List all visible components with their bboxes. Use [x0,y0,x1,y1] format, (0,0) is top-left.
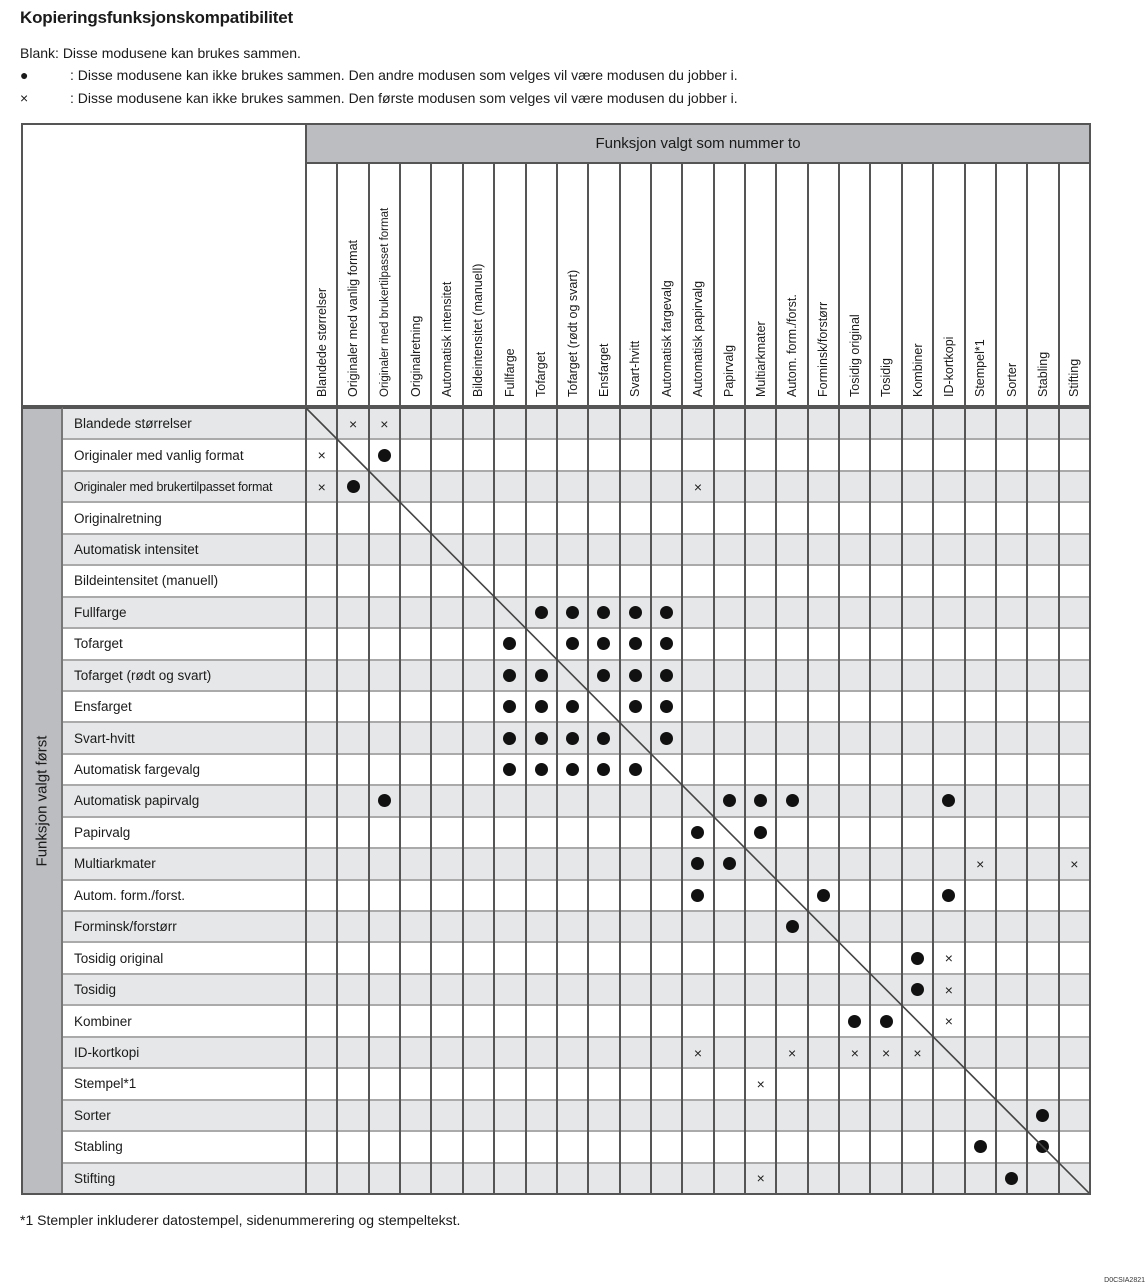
column-header [807,164,838,407]
column-label: Originalretning [408,315,423,397]
row-label: Tofarget [74,636,123,652]
column-label: Tosidig original [847,314,862,397]
row-label: Multiarkmater [74,856,156,872]
figure-code: D0CSIA2821 [1104,1277,1145,1284]
column-label: Tofarget [534,351,549,397]
column-header [901,164,932,407]
row-label: Tosidig original [74,950,164,966]
cross-icon: × [348,415,358,432]
column-group-header [305,125,1089,164]
column-label: Autom. form./forst. [785,294,800,397]
column-header [995,164,1026,407]
column-header [368,164,399,407]
row-label: Stifting [74,1170,116,1186]
cross-icon: × [976,855,985,872]
column-label: Originaler med vanlig format [346,239,361,397]
column-header [430,164,461,407]
column-header [305,164,336,407]
row-label: Originaler med vanlig format [74,447,244,463]
cross-icon: × [317,447,326,464]
column-label: Sorter [1004,362,1019,397]
cross-icon: × [380,415,389,432]
column-header [964,164,995,407]
row-label: Autom. form./forst. [74,887,186,903]
legend-cross-text: : Disse modusene kan ikke brukes sammen. Den første modusen som velges vil være modusen du jobber i. [70,90,738,106]
column-label: Automatisk papirvalg [690,280,705,397]
column-header [556,164,587,407]
column-label: Blandede størrelser [314,287,329,397]
legend-blank [20,42,301,64]
row-label: Automatisk intensitet [74,541,199,557]
column-header [713,164,744,407]
row-label: Stabling [74,1139,123,1155]
column-label: Multiarkmater [753,321,768,397]
column-label: Tosidig [879,358,894,397]
cross-icon: × [693,478,703,495]
column-header [336,164,367,407]
row-label: Bildeintensitet (manuell) [74,573,219,589]
column-label: Stabling [1035,351,1050,397]
cross-icon: × [693,1044,703,1061]
row-label: Forminsk/forstørr [74,919,177,935]
cross-icon: × [756,1075,765,1092]
cross-icon: × [850,1044,859,1061]
row-label: Tofarget (rødt og svart) [74,667,212,683]
column-header [775,164,806,407]
row-label: Svart-hvitt [74,730,135,746]
column-label: Automatisk fargevalg [659,280,674,397]
row-label: Blandede størrelser [74,416,192,432]
column-label: Automatisk intensitet [440,281,455,397]
column-header [525,164,556,407]
column-header [932,164,963,407]
column-header [650,164,681,407]
legend-blank-symbol: Blank: [20,45,59,61]
column-header [869,164,900,407]
cross-icon: × [756,1170,765,1187]
column-header [744,164,775,407]
column-group-label: Funksjon valgt som nummer to [595,135,801,152]
cross-icon: × [944,950,953,967]
column-header [681,164,712,407]
row-label: Stempel*1 [74,1076,137,1092]
column-label: Svart-hvitt [628,340,643,397]
cross-icon: × [20,90,29,106]
diagonal-line [305,407,1089,1193]
row-group-label: Funksjon valgt først [33,735,51,867]
compatibility-table [21,123,1091,1195]
column-label: Papirvalg [722,344,737,397]
column-header [1058,164,1089,407]
column-header [619,164,650,407]
footnote: *1 Stempler inkluderer datostempel, sidenummerering og stempeltekst. [20,1212,461,1228]
cross-icon: × [317,478,326,495]
row-label: Ensfarget [74,699,132,715]
column-label: Originaler med brukertilpasset format [379,207,392,397]
legend-cross [20,87,738,109]
diagonal-stroke [306,408,1089,1193]
page-title: Kopieringsfunksjonskompatibilitet [20,8,293,27]
column-label: Tofarget (rødt og svart) [565,269,580,397]
column-label: Ensfarget [596,343,611,397]
column-label: Stifting [1067,358,1082,397]
column-header [493,164,524,407]
row-label: Papirvalg [74,824,131,840]
row-group-header [23,407,63,1193]
column-label: Stempel*1 [973,339,988,397]
column-label: Fullfarge [502,348,517,397]
column-header [462,164,493,407]
column-label: Forminsk/forstørr [816,301,831,397]
legend-dot-text: : Disse modusene kan ikke brukes sammen. Den andre modusen som velges vil være modusen du jobber i. [70,67,738,83]
cross-icon: × [944,981,953,998]
row-label: Tosidig [74,982,117,998]
column-header [838,164,869,407]
column-header [399,164,430,407]
cross-icon: × [1070,855,1079,872]
legend-blank-text: Disse modusene kan brukes sammen. [62,45,301,61]
cross-icon: × [944,1013,953,1030]
cross-icon: × [913,1044,922,1061]
column-header [1026,164,1057,407]
row-label: ID-kortkopi [74,1045,140,1061]
row-label: Fullfarge [74,604,127,620]
cross-icon: × [882,1044,891,1061]
column-header [587,164,618,407]
row-label: Automatisk fargevalg [74,762,201,778]
row-label: Originalretning [74,510,162,526]
row-label: Automatisk papirvalg [74,793,200,809]
legend-dot [20,64,738,86]
column-label: Bildeintensitet (manuell) [471,263,486,397]
dot-icon: ● [20,67,29,83]
column-label: ID-kortkopi [941,336,956,397]
row-label: Originaler med brukertilpasset format [74,479,273,494]
cross-icon: × [787,1044,797,1061]
row-label: Kombiner [74,1013,132,1029]
row-label: Sorter [74,1107,111,1123]
column-label: Kombiner [910,343,925,397]
